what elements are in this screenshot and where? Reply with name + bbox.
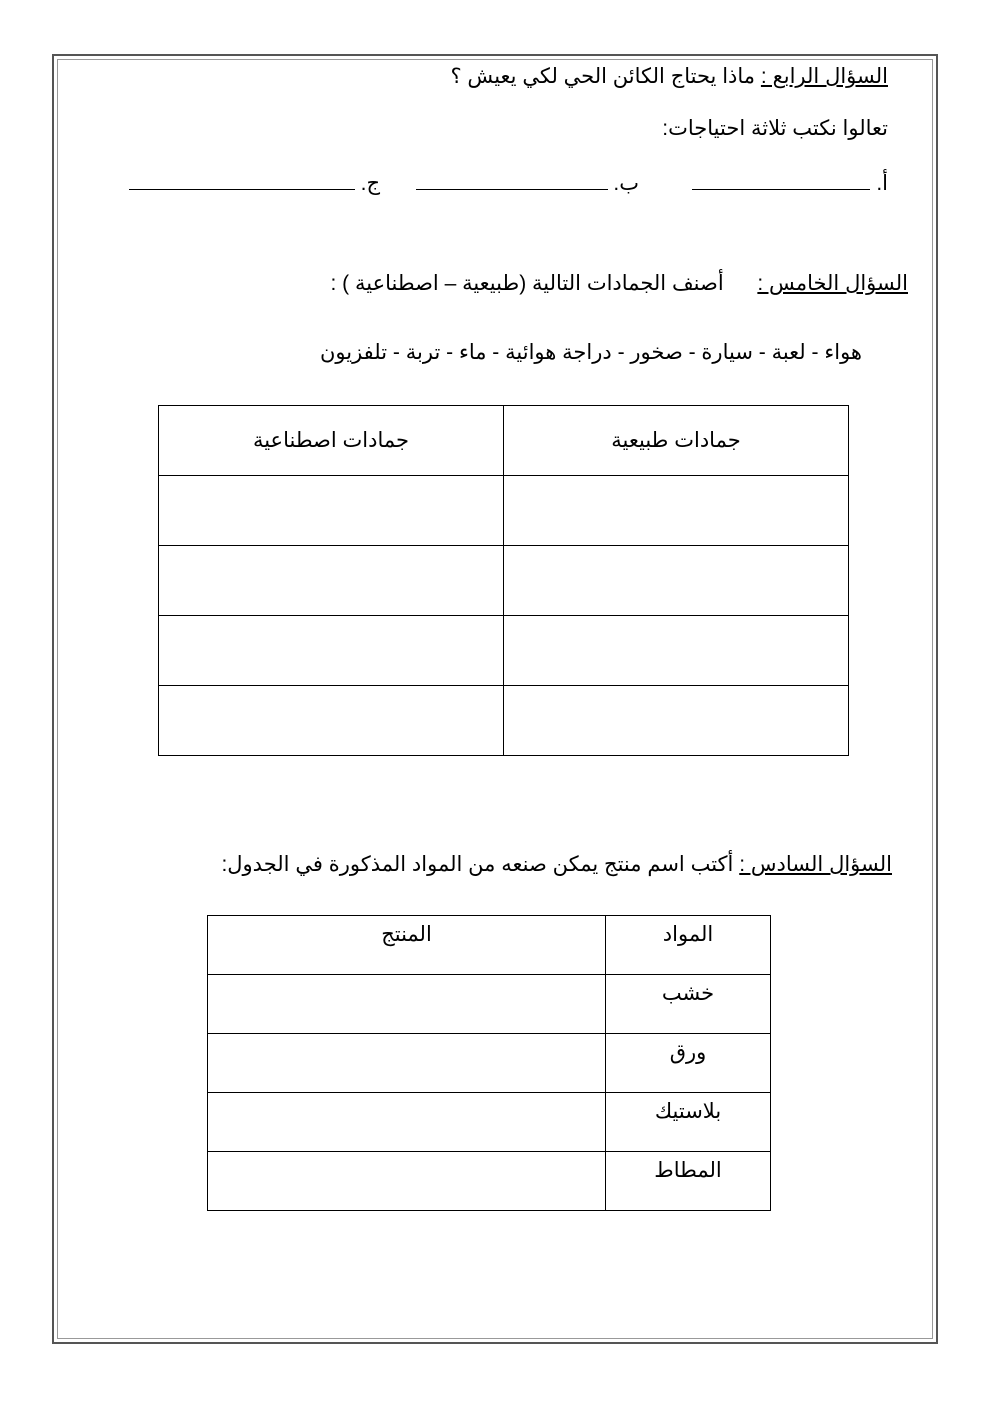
product-answer-cell[interactable] [208,1034,606,1093]
material-cell: ورق [606,1034,771,1093]
header-natural: جمادات طبيعية [504,406,849,476]
q5-text: أصنف الجمادات التالية (طبيعية – اصطناعية ) : [330,272,724,295]
q4-option-c [129,171,380,196]
q5-label: السؤال الخامس : [757,272,908,295]
q4-text: ماذا يحتاج الكائن الحي لكي يعيش ؟ [450,65,756,88]
q4-question [450,64,888,89]
artificial-answer-cell[interactable] [159,476,504,546]
artificial-answer-cell[interactable] [159,616,504,686]
natural-answer-cell[interactable] [504,546,849,616]
q4-answer-blank-b[interactable] [416,171,608,190]
q4-answer-blank-a[interactable] [692,171,870,190]
header-product: المنتج [208,916,606,975]
q6-label: السؤال السادس : [739,853,892,876]
q4-option-b [416,171,639,196]
q6-text: أكتب اسم منتج يمكن صنعه من المواد المذكورة في الجدول: [221,853,734,876]
table-row [208,1034,771,1093]
table-row [159,686,849,756]
table-header-row [208,916,771,975]
natural-answer-cell[interactable] [504,476,849,546]
q4-option-b-label: ب. [613,172,639,195]
product-answer-cell[interactable] [208,1152,606,1211]
q4-option-c-label: ج. [360,172,380,195]
q6-question [221,852,892,877]
q4-answer-blank-c[interactable] [129,171,355,190]
q4-instruction: تعالوا نكتب ثلاثة احتياجات: [662,117,888,140]
table-header-row [159,406,849,476]
artificial-answer-cell[interactable] [159,686,504,756]
header-materials: المواد [606,916,771,975]
header-artificial: جمادات اصطناعية [159,406,504,476]
material-cell: خشب [606,975,771,1034]
q4-label: السؤال الرابع : [760,65,888,88]
natural-answer-cell[interactable] [504,616,849,686]
natural-answer-cell[interactable] [504,686,849,756]
classification-table [158,405,849,756]
q4-option-a [692,171,888,196]
table-row [208,975,771,1034]
materials-table [207,915,771,1211]
table-row [159,616,849,686]
table-row [208,1093,771,1152]
artificial-answer-cell[interactable] [159,546,504,616]
table-row [159,476,849,546]
q4-option-a-label: أ. [876,172,888,195]
product-answer-cell[interactable] [208,1093,606,1152]
table-row [208,1152,771,1211]
material-cell: المطاط [606,1152,771,1211]
q5-question [330,271,908,296]
q5-word-list: هواء - لعبة - سيارة - صخور - دراجة هوائية - ماء - تربة - تلفزيون [319,341,862,364]
table-row [159,546,849,616]
product-answer-cell[interactable] [208,975,606,1034]
material-cell: بلاستيك [606,1093,771,1152]
